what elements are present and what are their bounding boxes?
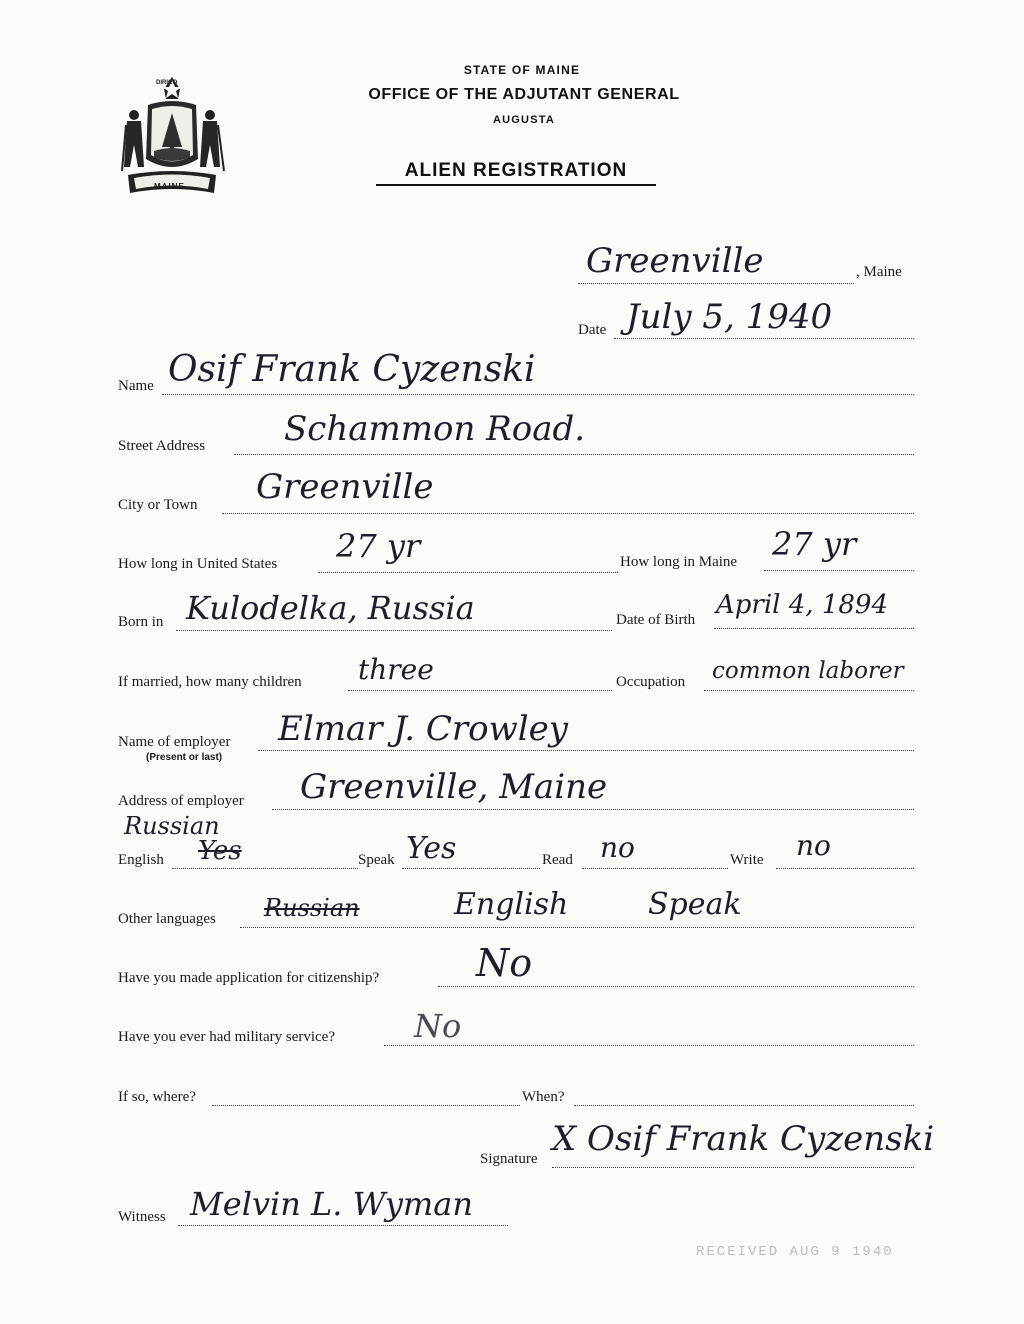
place-line: [578, 283, 854, 284]
years-us-label: How long in United States: [118, 556, 278, 572]
dob-label: Date of Birth: [616, 612, 696, 628]
citizenship-line: [438, 986, 914, 987]
occupation-value: common laborer: [712, 658, 904, 684]
when-line: [574, 1105, 914, 1106]
date-label: Date: [578, 322, 607, 338]
street-value: Schammon Road.: [284, 409, 586, 449]
place-label: , Maine: [856, 264, 902, 280]
city-line: [222, 513, 914, 514]
where-label: If so, where?: [118, 1089, 196, 1105]
signature-label: Signature: [480, 1151, 538, 1167]
years-maine-label: How long in Maine: [620, 554, 738, 570]
write-value: no: [796, 829, 831, 862]
years-us-value: 27 yr: [336, 527, 421, 565]
other-languages-line: [240, 927, 914, 928]
name-line: [162, 394, 914, 395]
name-label: Name: [118, 378, 154, 394]
speak-line: [402, 868, 540, 869]
read-value: no: [600, 831, 635, 864]
employer-address-line: [272, 809, 914, 810]
seal-banner-text: MAINE: [154, 182, 185, 191]
city-value: Greenville: [256, 467, 434, 507]
when-label: When?: [522, 1089, 565, 1105]
military-label: Have you ever had military service?: [118, 1029, 335, 1045]
office-heading: OFFICE OF THE ADJUTANT GENERAL: [368, 86, 680, 103]
other-languages-label: Other languages: [118, 911, 216, 927]
street-line: [234, 454, 914, 455]
citizenship-label: Have you made application for citizenship?: [118, 970, 380, 986]
years-maine-line: [764, 570, 914, 571]
employer-address-value: Greenville, Maine: [300, 767, 608, 807]
signature-line: [552, 1167, 914, 1168]
read-label: Read: [542, 852, 573, 868]
employer-value: Elmar J. Crowley: [278, 709, 568, 749]
years-maine-value: 27 yr: [772, 525, 857, 563]
city-label: City or Town: [118, 497, 198, 513]
seal-motto-text: DIRIGO: [156, 80, 178, 86]
witness-label: Witness: [118, 1209, 166, 1225]
employer-label: Name of employer: [118, 734, 231, 750]
witness-value: Melvin L. Wyman: [190, 1185, 473, 1223]
occupation-line: [704, 690, 914, 691]
write-label: Write: [730, 852, 764, 868]
date-value: July 5, 1940: [626, 297, 833, 337]
other-languages-note: Speak: [648, 887, 742, 922]
where-line: [212, 1105, 520, 1106]
employer-line: [258, 750, 914, 751]
street-label: Street Address: [118, 438, 206, 454]
children-value: three: [358, 653, 434, 686]
dob-line: [714, 628, 914, 629]
occupation-label: Occupation: [616, 674, 686, 690]
english-line: [172, 868, 358, 869]
english-label: English: [118, 852, 164, 868]
write-line: [776, 868, 914, 869]
city-heading: AUGUSTA: [493, 114, 555, 126]
date-line: [614, 338, 914, 339]
born-in-value: Kulodelka, Russia: [186, 589, 475, 627]
years-us-line: [318, 572, 618, 573]
read-line: [582, 868, 728, 869]
speak-value: Yes: [406, 831, 457, 866]
signature-value: X Osif Frank Cyzenski: [552, 1119, 935, 1159]
children-label: If married, how many children: [118, 674, 302, 690]
military-value: No: [414, 1007, 462, 1045]
name-value: Osif Frank Cyzenski: [168, 349, 536, 390]
dob-value: April 4, 1894: [716, 590, 888, 620]
other-languages-struck: Russian: [264, 894, 360, 922]
received-stamp: RECEIVED AUG 9 1940: [696, 1244, 894, 1260]
military-line: [384, 1045, 914, 1046]
witness-line: [178, 1225, 508, 1226]
born-in-label: Born in: [118, 614, 164, 630]
employer-sublabel: (Present or last): [146, 752, 223, 763]
born-in-line: [176, 630, 612, 631]
children-line: [348, 690, 612, 691]
other-languages-value: English: [454, 887, 569, 922]
english-correction: Russian: [124, 812, 220, 840]
place-value: Greenville: [586, 241, 764, 281]
employer-address-label: Address of employer: [118, 793, 244, 809]
citizenship-value: No: [476, 941, 533, 985]
form-title: ALIEN REGISTRATION: [376, 160, 656, 186]
state-heading: STATE OF MAINE: [463, 63, 581, 77]
english-value: Yes: [198, 836, 242, 866]
speak-label: Speak: [358, 852, 395, 868]
